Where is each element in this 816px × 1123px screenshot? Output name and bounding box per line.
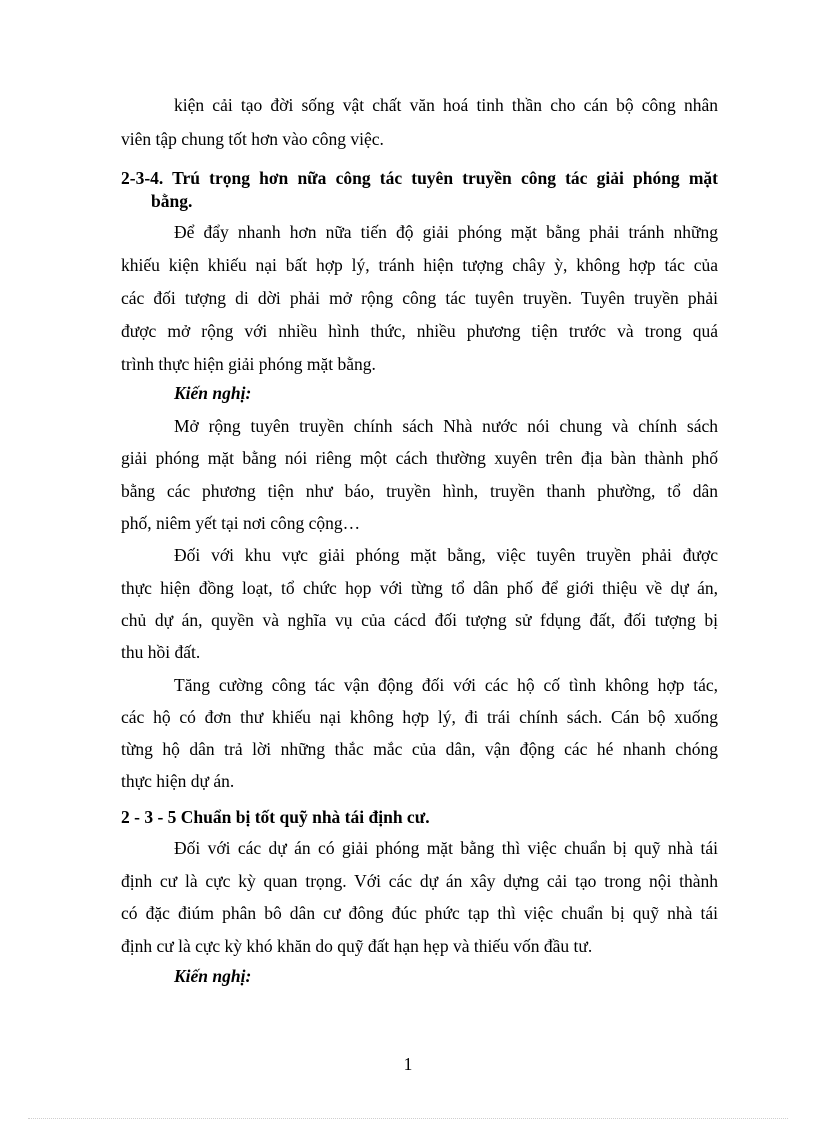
recommendation-label: Kiến nghị: bbox=[174, 383, 252, 403]
page-number: 1 bbox=[403, 1054, 413, 1074]
paragraph-line: Mở rộng tuyên truyền chính sách Nhà nước nói chung và chính sách bbox=[174, 416, 718, 436]
paragraph-line: giải phóng mặt bằng nói riêng một cách thường xuyên trên địa bàn thành phố bbox=[121, 448, 718, 468]
paragraph-line: trình thực hiện giải phóng mặt bằng. bbox=[121, 354, 376, 374]
paragraph-line: có đặc điúm phân bô dân cư đông đúc phức tạp thì việc chuẩn bị quỹ nhà tái bbox=[121, 903, 718, 923]
paragraph-line: định cư là cực kỳ quan trọng. Với các dự án xây dựng cải tạo trong nội thành bbox=[121, 871, 718, 891]
paragraph-line: viên tập chung tốt hơn vào công việc. bbox=[121, 129, 384, 149]
paragraph-line: định cư là cực kỳ khó khăn do quỹ đất hạn hẹp và thiếu vốn đầu tư. bbox=[121, 936, 593, 956]
paragraph-line: phố, niêm yết tại nơi công cộng… bbox=[121, 513, 361, 533]
paragraph-line: được mở rộng với nhiều hình thức, nhiều phương tiện trước và trong quá bbox=[121, 321, 718, 341]
section-heading-2-3-4-cont: bằng. bbox=[151, 191, 193, 211]
paragraph-line: thực hiện dự án. bbox=[121, 771, 235, 791]
paragraph-line: bằng các phương tiện như báo, truyền hình, truyền thanh phường, tổ dân bbox=[121, 481, 718, 501]
paragraph-line: các hộ có đơn thư khiếu nại không hợp lý, đi trái chính sách. Cán bộ xuống bbox=[121, 707, 718, 727]
paragraph-line: Để đẩy nhanh hơn nữa tiến độ giải phóng mặt bằng phải tránh những bbox=[174, 222, 718, 242]
paragraph-line: thực hiện đồng loạt, tổ chức họp với từng tổ dân phố để giới thiệu về dự án, bbox=[121, 578, 718, 598]
section-heading-2-3-5: 2 - 3 - 5 Chuẩn bị tốt quỹ nhà tái định cư. bbox=[121, 807, 430, 827]
recommendation-label: Kiến nghị: bbox=[174, 966, 252, 986]
page-bottom-divider bbox=[28, 1118, 788, 1119]
paragraph-line: khiếu kiện khiếu nại bất hợp lý, tránh hiện tượng chây ỳ, không hợp tác của bbox=[121, 255, 718, 275]
paragraph-line: từng hộ dân trả lời những thắc mắc của dân, vận động các hé nhanh chóng bbox=[121, 739, 718, 759]
section-heading-2-3-4: 2-3-4. Trú trọng hơn nữa công tác tuyên truyền công tác giải phóng mặt bbox=[121, 168, 718, 188]
paragraph-line: Đối với khu vực giải phóng mặt bằng, việc tuyên truyền phải được bbox=[174, 545, 718, 565]
paragraph-line: Đối với các dự án có giải phóng mặt bằng thì việc chuẩn bị quỹ nhà tái bbox=[174, 838, 718, 858]
paragraph-line: chủ dự án, quyền và nghĩa vụ của cácd đối tượng sử fdụng đất, đối tượng bị bbox=[121, 610, 718, 630]
paragraph-line: các đối tượng di dời phải mở rộng công tác tuyên truyền. Tuyên truyền phải bbox=[121, 288, 718, 308]
paragraph-line: thu hồi đất. bbox=[121, 642, 201, 662]
paragraph-line: Tăng cường công tác vận động đối với các hộ cố tình không hợp tác, bbox=[174, 675, 718, 695]
paragraph-line: kiện cải tạo đời sống vật chất văn hoá tinh thần cho cán bộ công nhân bbox=[174, 95, 718, 115]
